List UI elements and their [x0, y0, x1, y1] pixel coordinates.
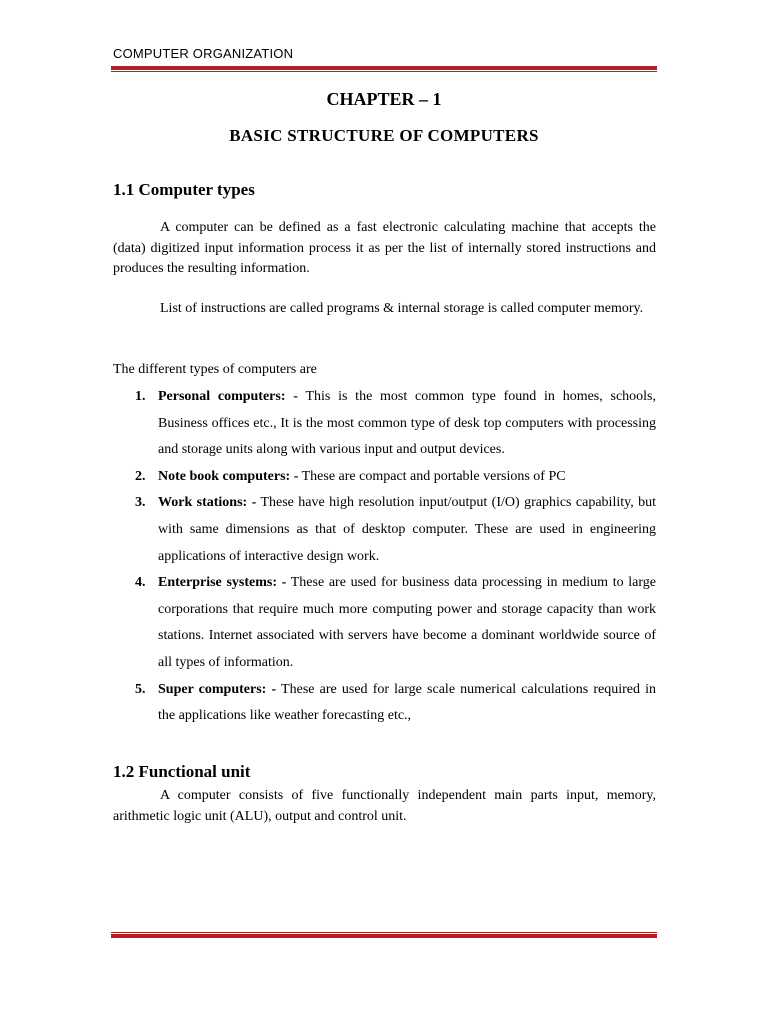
header-rule — [111, 66, 657, 70]
list-item-text: These are used for business data processing in medium to large corporations that require much more computing power and storage capacity than work stations. Internet associated with servers have become a dominant worldwide source of all types of information. — [158, 575, 656, 670]
paragraph-definition: A computer can be defined as a fast electronic calculating machine that accepts the (data) digitized input information process it as per the list of internally stored instructions and produces the resulting information. — [113, 220, 656, 276]
section-heading-functional-unit: 1.2 Functional unit — [113, 762, 251, 781]
list-item-term: Work stations: - — [158, 495, 257, 511]
list-item-number: 1. — [135, 389, 146, 404]
list-item-term: Personal computers: - — [158, 389, 298, 404]
paragraph-programs-memory: List of instructions are called programs & internal storage is called computer memory. — [160, 301, 644, 316]
list-item — [113, 490, 656, 570]
list-item-text: These are used for large scale numerical calculations required in the applications like weather forecasting etc., — [158, 681, 657, 724]
list-item-text: This is the most common type found in homes, schools, Business offices etc., It is the most common type of desk top computers with processing and storage units along with various input and output devices. — [158, 389, 656, 458]
footer-rule-thin — [111, 932, 657, 933]
list-item — [113, 677, 656, 730]
list-intro: The different types of computers are — [113, 362, 317, 377]
list-item-text: These have high resolution input/output (I/O) graphics capability, but with same dimensions as that of desktop computer. These are used in engineering applications of interactive design work. — [158, 495, 657, 564]
list-item-text: These are compact and portable versions of PC — [298, 468, 566, 484]
list-item — [113, 384, 656, 464]
list-item-term: Enterprise systems: - — [158, 575, 287, 591]
footer-rule — [111, 934, 657, 938]
list-item-number: 4. — [135, 575, 146, 591]
running-header: COMPUTER ORGANIZATION — [113, 46, 294, 61]
chapter-number: CHAPTER – 1 — [326, 89, 442, 109]
paragraph-functional-unit: A computer consists of five functionally independent main parts input, memory, arithmetic logic unit (ALU), output and control unit. — [113, 788, 656, 824]
header-rule-thin — [111, 71, 657, 72]
list-item — [113, 570, 656, 676]
computer-types-list — [113, 384, 656, 730]
list-item-term: Super computers: - — [158, 681, 277, 697]
list-item-number: 3. — [135, 495, 146, 511]
list-item-term: Note book computers: - — [158, 468, 299, 484]
list-item — [113, 464, 656, 491]
chapter-title: BASIC STRUCTURE OF COMPUTERS — [229, 126, 539, 145]
list-item-number: 2. — [135, 468, 146, 484]
list-item-number: 5. — [135, 681, 146, 697]
section-heading-computer-types: 1.1 Computer types — [113, 180, 255, 199]
